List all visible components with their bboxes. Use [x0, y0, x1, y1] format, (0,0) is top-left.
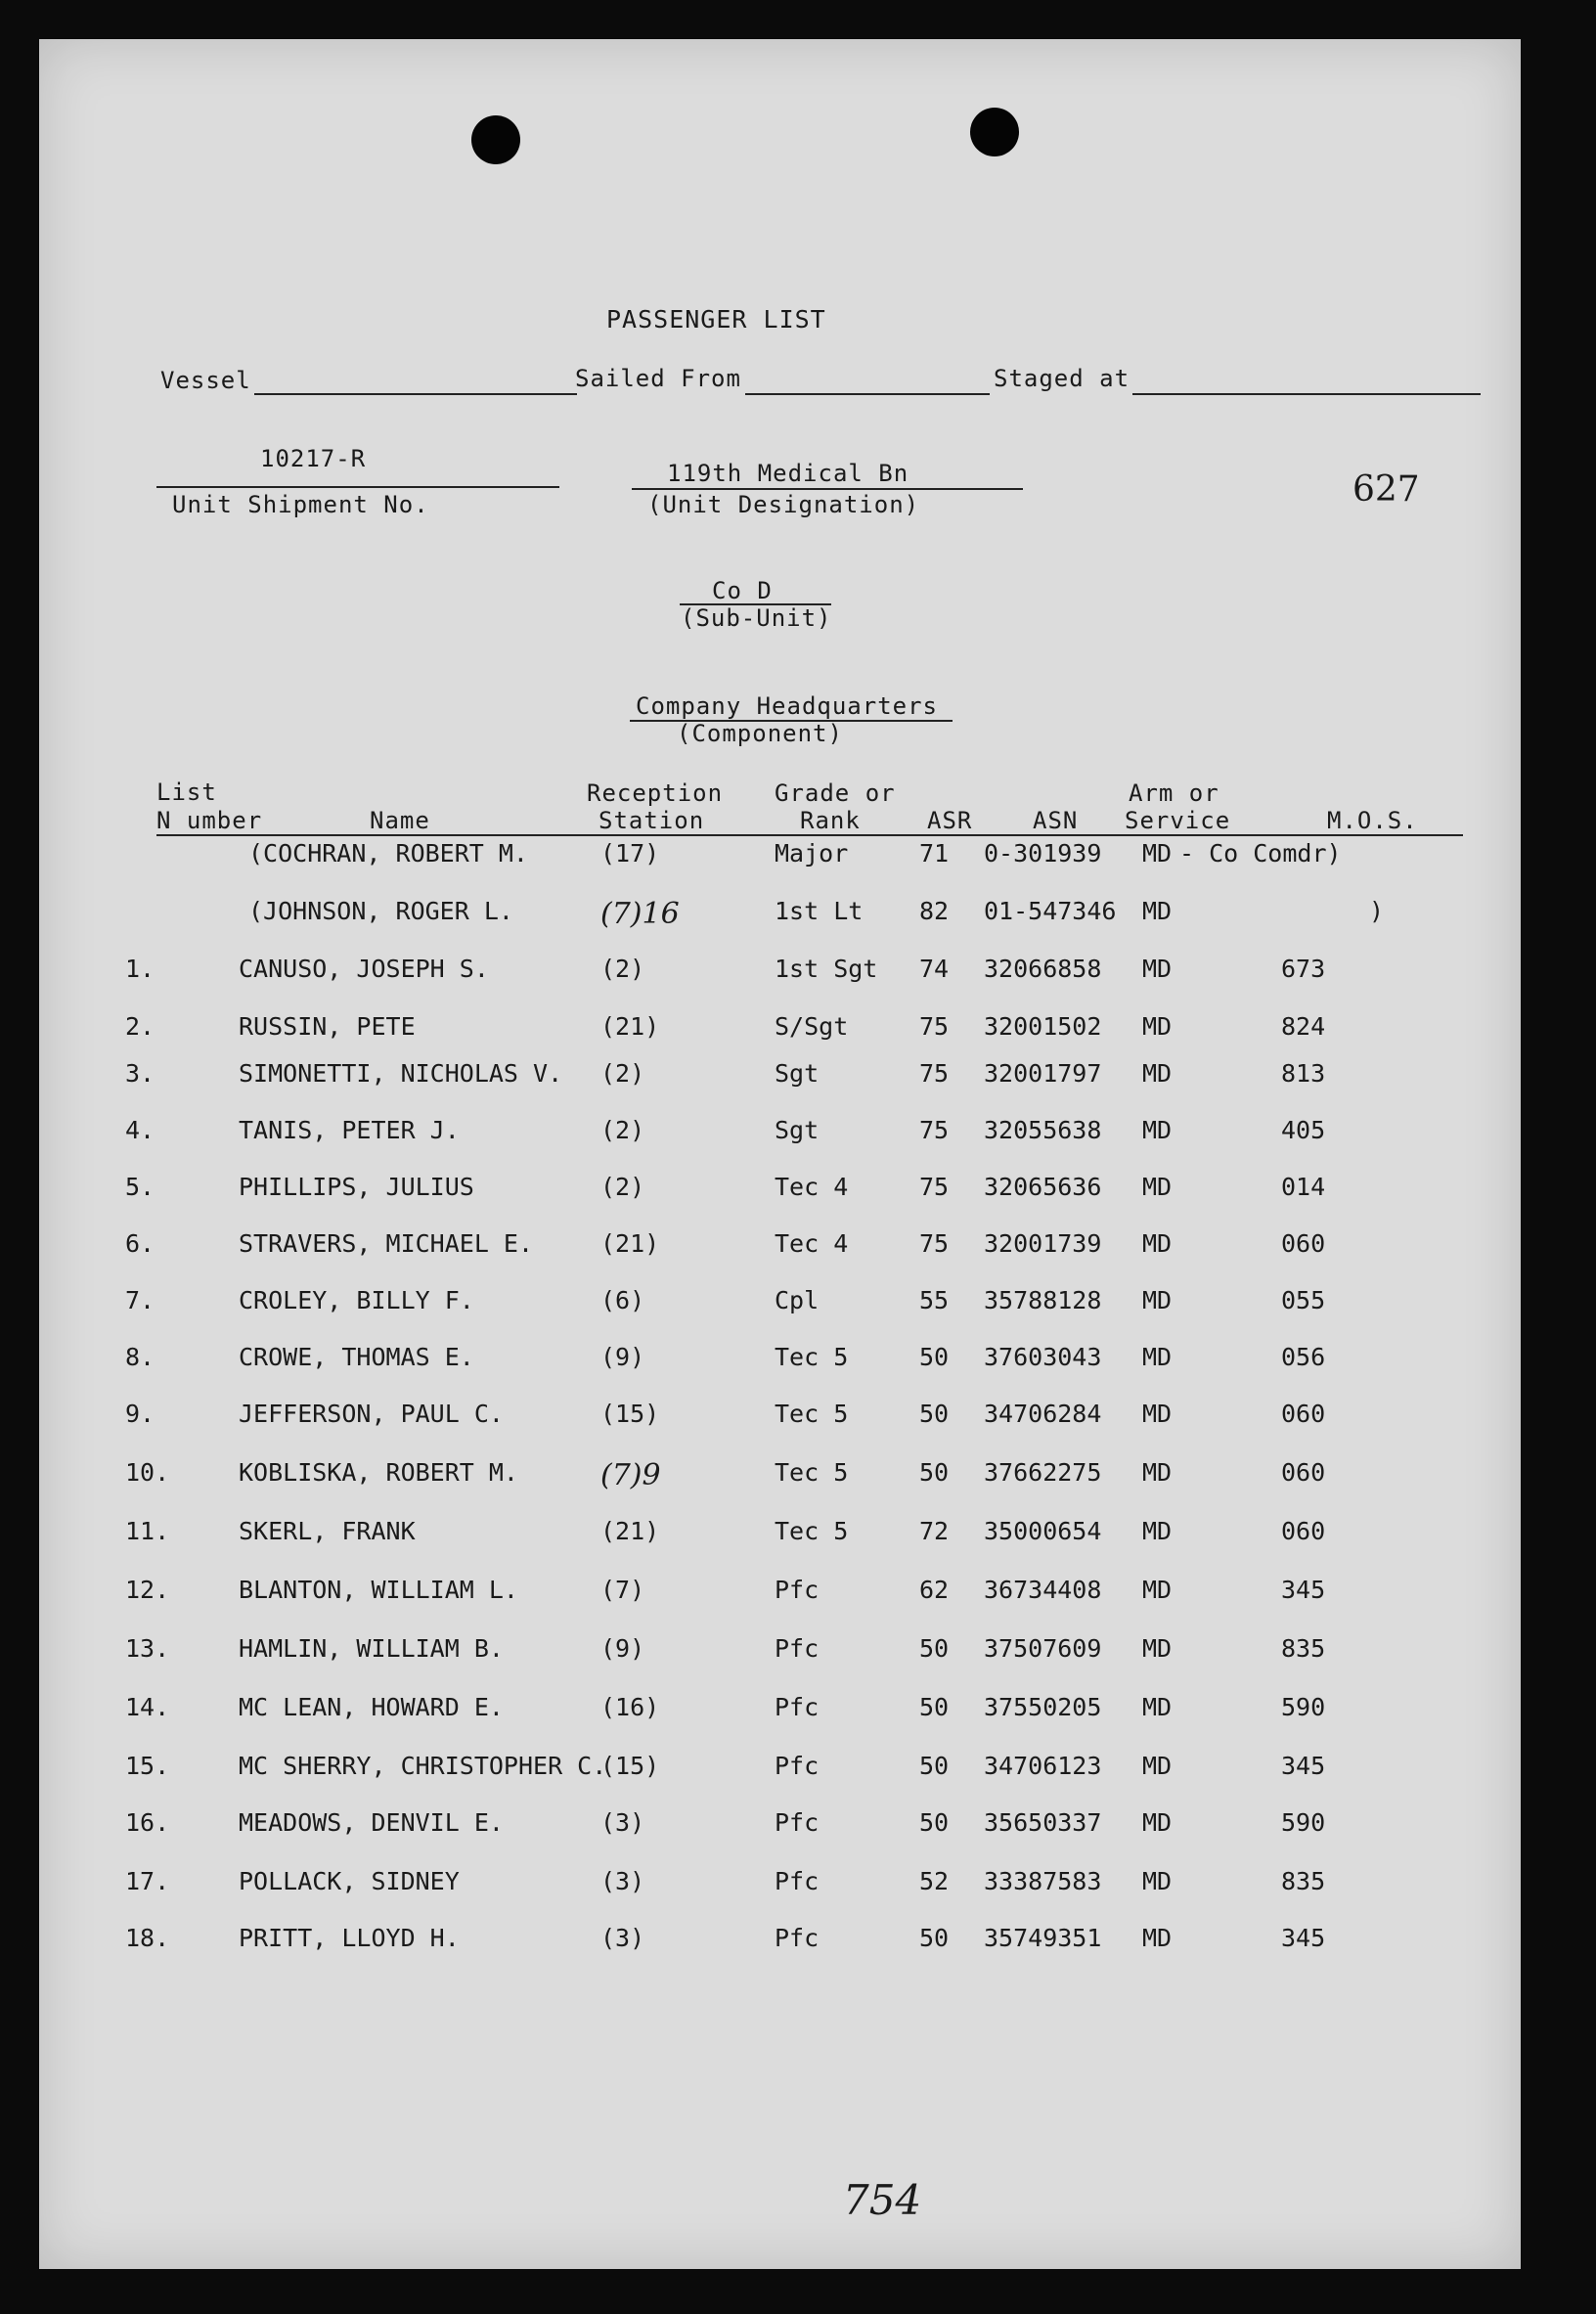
passenger-name: JEFFERSON, PAUL C. [239, 1400, 504, 1428]
serial-number: 33387583 [984, 1867, 1102, 1895]
mos-code: 590 [1281, 1808, 1326, 1837]
asr-score: 50 [919, 1400, 950, 1428]
grade-rank: Pfc [775, 1808, 820, 1837]
passenger-name: BLANTON, WILLIAM L. [239, 1576, 518, 1604]
arm-service: MD [1142, 1924, 1173, 1952]
reception-station: (7)9 [600, 1458, 661, 1492]
staged-at-blank-line [1132, 393, 1481, 395]
grade-rank: S/Sgt [775, 1012, 849, 1041]
passenger-name: CANUSO, JOSEPH S. [239, 955, 489, 983]
reception-station: (21) [600, 1517, 660, 1545]
asr-score: 50 [919, 1458, 950, 1487]
mos-code: 835 [1281, 1634, 1326, 1663]
reception-station: (2) [600, 1116, 645, 1144]
grade-rank: Pfc [775, 1752, 820, 1780]
grade-rank: Pfc [775, 1634, 820, 1663]
col-asn: ASN [1033, 807, 1079, 834]
mos-code: 060 [1281, 1517, 1326, 1545]
asr-score: 72 [919, 1517, 950, 1545]
sailed-from-label: Sailed From [575, 365, 741, 392]
serial-number: 32001502 [984, 1012, 1102, 1041]
mos-code: 824 [1281, 1012, 1326, 1041]
passenger-name: SKERL, FRANK [239, 1517, 416, 1545]
grade-rank: Sgt [775, 1059, 820, 1088]
reception-station: (3) [600, 1924, 645, 1952]
unit-designation: 119th Medical Bn [667, 460, 909, 487]
asr-score: 50 [919, 1808, 950, 1837]
arm-service: MD [1142, 1576, 1173, 1604]
reception-station: (3) [600, 1808, 645, 1837]
asr-score: 82 [919, 897, 950, 925]
reception-station: (6) [600, 1286, 645, 1314]
unit-shipment-number: 10217-R [260, 445, 367, 472]
arm-service: MD [1142, 1517, 1173, 1545]
asr-score: 71 [919, 839, 950, 868]
serial-number: 35650337 [984, 1808, 1102, 1837]
vessel-blank-line [254, 393, 577, 395]
list-number: 1. [125, 955, 155, 983]
asr-score: 75 [919, 1116, 950, 1144]
arm-service: MD [1142, 1012, 1173, 1041]
component-label: (Component) [677, 720, 843, 747]
grade-rank: Pfc [775, 1867, 820, 1895]
grade-rank: Cpl [775, 1286, 820, 1314]
asr-score: 74 [919, 955, 950, 983]
list-number: 8. [125, 1343, 155, 1371]
vessel-label: Vessel [160, 367, 251, 394]
mos-code: 345 [1281, 1924, 1326, 1952]
grade-rank: Tec 4 [775, 1173, 849, 1201]
list-number: 14. [125, 1693, 170, 1721]
mos-code: 060 [1281, 1400, 1326, 1428]
col-arm-line2: Service [1125, 807, 1231, 834]
asr-score: 50 [919, 1693, 950, 1721]
grade-rank: Tec 4 [775, 1229, 849, 1258]
asr-score: 75 [919, 1012, 950, 1041]
col-arm-line1: Arm or [1129, 779, 1219, 807]
passenger-name: MC LEAN, HOWARD E. [239, 1693, 504, 1721]
reception-station: (21) [600, 1229, 660, 1258]
arm-service: MD [1142, 1808, 1173, 1837]
mos-code: 055 [1281, 1286, 1326, 1314]
col-grade-line2: Rank [800, 807, 861, 834]
arm-service: MD [1142, 1867, 1173, 1895]
col-list-line1: List [156, 779, 217, 806]
arm-service: MD [1142, 1059, 1173, 1088]
serial-number: 34706284 [984, 1400, 1102, 1428]
passenger-name: (COCHRAN, ROBERT M. [248, 839, 528, 868]
arm-service: MD [1142, 1116, 1173, 1144]
arm-service: MD [1142, 839, 1173, 868]
grade-rank: Major [775, 839, 849, 868]
list-number: 7. [125, 1286, 155, 1314]
grade-rank: Sgt [775, 1116, 820, 1144]
mos-code: 060 [1281, 1229, 1326, 1258]
arm-service: MD [1142, 1400, 1173, 1428]
unit-shipment-label: Unit Shipment No. [172, 491, 429, 518]
grade-rank: 1st Lt [775, 897, 864, 925]
arm-service: MD [1142, 1343, 1173, 1371]
punch-hole-right [970, 108, 1019, 156]
list-number: 17. [125, 1867, 170, 1895]
reception-station: (2) [600, 1173, 645, 1201]
arm-service: MD [1142, 1173, 1173, 1201]
list-number: 18. [125, 1924, 170, 1952]
grade-rank: Tec 5 [775, 1400, 849, 1428]
unit-designation-line [632, 488, 1023, 490]
passenger-name: MEADOWS, DENVIL E. [239, 1808, 504, 1837]
passenger-name: HAMLIN, WILLIAM B. [239, 1634, 504, 1663]
col-mos: M.O.S. [1327, 807, 1418, 834]
col-list-line2: N umber [156, 807, 263, 834]
arm-service: MD [1142, 955, 1173, 983]
grade-rank: Pfc [775, 1924, 820, 1952]
reception-station: (15) [600, 1752, 660, 1780]
reception-station: (3) [600, 1867, 645, 1895]
serial-number: 37662275 [984, 1458, 1102, 1487]
reception-station: (17) [600, 839, 660, 868]
passenger-name: POLLACK, SIDNEY [239, 1867, 460, 1895]
asr-score: 75 [919, 1229, 950, 1258]
serial-number: 35749351 [984, 1924, 1102, 1952]
mos-code: - Co Comdr) [1179, 839, 1342, 868]
list-number: 3. [125, 1059, 155, 1088]
col-name: Name [370, 807, 430, 834]
mos-code: 056 [1281, 1343, 1326, 1371]
serial-number: 32065636 [984, 1173, 1102, 1201]
serial-number: 35000654 [984, 1517, 1102, 1545]
serial-number: 34706123 [984, 1752, 1102, 1780]
arm-service: MD [1142, 1752, 1173, 1780]
asr-score: 75 [919, 1173, 950, 1201]
sub-unit: Co D [712, 577, 773, 604]
mos-code: 835 [1281, 1867, 1326, 1895]
serial-number: 32066858 [984, 955, 1102, 983]
grade-rank: 1st Sgt [775, 955, 878, 983]
reception-station: (21) [600, 1012, 660, 1041]
unit-shipment-line [156, 486, 559, 488]
serial-number: 32001739 [984, 1229, 1102, 1258]
list-number: 16. [125, 1808, 170, 1837]
component: Company Headquarters [636, 692, 938, 720]
asr-score: 52 [919, 1867, 950, 1895]
serial-number: 35788128 [984, 1286, 1102, 1314]
passenger-name: TANIS, PETER J. [239, 1116, 460, 1144]
mos-code: 405 [1281, 1116, 1326, 1144]
unit-designation-label: (Unit Designation) [647, 491, 920, 518]
list-number: 10. [125, 1458, 170, 1487]
grade-rank: Tec 5 [775, 1458, 849, 1487]
grade-rank: Tec 5 [775, 1517, 849, 1545]
asr-score: 50 [919, 1343, 950, 1371]
serial-number: 32055638 [984, 1116, 1102, 1144]
list-number: 12. [125, 1576, 170, 1604]
list-number: 15. [125, 1752, 170, 1780]
arm-service: MD [1142, 1286, 1173, 1314]
document-page [39, 39, 1521, 2269]
mos-code: 014 [1281, 1173, 1326, 1201]
asr-score: 62 [919, 1576, 950, 1604]
reception-station: (7) [600, 1576, 645, 1604]
serial-number: 37550205 [984, 1693, 1102, 1721]
arm-service: MD [1142, 1634, 1173, 1663]
document-title: PASSENGER LIST [606, 305, 826, 334]
reception-station: (15) [600, 1400, 660, 1428]
grade-rank: Pfc [775, 1576, 820, 1604]
sailed-from-blank-line [745, 393, 990, 395]
asr-score: 50 [919, 1924, 950, 1952]
reception-station: (9) [600, 1343, 645, 1371]
asr-score: 50 [919, 1752, 950, 1780]
mos-code: 673 [1281, 955, 1326, 983]
list-number: 5. [125, 1173, 155, 1201]
passenger-name: PRITT, LLOYD H. [239, 1924, 460, 1952]
serial-number: 0-301939 [984, 839, 1102, 868]
handwritten-page-number: 754 [843, 2176, 922, 2224]
asr-score: 55 [919, 1286, 950, 1314]
serial-number: 01-547346 [984, 897, 1117, 925]
reception-station: (2) [600, 1059, 645, 1088]
passenger-name: KOBLISKA, ROBERT M. [239, 1458, 518, 1487]
arm-service: MD [1142, 1458, 1173, 1487]
mos-code: 813 [1281, 1059, 1326, 1088]
passenger-name: SIMONETTI, NICHOLAS V. [239, 1059, 563, 1088]
sub-unit-label: (Sub-Unit) [681, 604, 832, 632]
reception-station: (2) [600, 955, 645, 983]
list-number: 6. [125, 1229, 155, 1258]
list-number: 4. [125, 1116, 155, 1144]
grade-rank: Pfc [775, 1693, 820, 1721]
grade-rank: Tec 5 [775, 1343, 849, 1371]
col-asr: ASR [927, 807, 973, 834]
list-number: 2. [125, 1012, 155, 1041]
serial-number: 37603043 [984, 1343, 1102, 1371]
passenger-name: (JOHNSON, ROGER L. [248, 897, 513, 925]
mos-code: ) [1369, 897, 1385, 925]
page-number: 627 [1352, 469, 1420, 510]
list-number: 11. [125, 1517, 170, 1545]
asr-score: 50 [919, 1634, 950, 1663]
passenger-name: PHILLIPS, JULIUS [239, 1173, 474, 1201]
col-grade-line1: Grade or [775, 779, 896, 807]
passenger-name: MC SHERRY, CHRISTOPHER C. [239, 1752, 607, 1780]
mos-code: 590 [1281, 1693, 1326, 1721]
passenger-name: RUSSIN, PETE [239, 1012, 416, 1041]
reception-station: (16) [600, 1693, 660, 1721]
asr-score: 75 [919, 1059, 950, 1088]
reception-station: (9) [600, 1634, 645, 1663]
list-number: 9. [125, 1400, 155, 1428]
staged-at-label: Staged at [994, 365, 1130, 392]
col-reception-line1: Reception [587, 779, 724, 807]
serial-number: 32001797 [984, 1059, 1102, 1088]
list-number: 13. [125, 1634, 170, 1663]
arm-service: MD [1142, 897, 1173, 925]
mos-code: 060 [1281, 1458, 1326, 1487]
punch-hole-left [471, 115, 520, 164]
serial-number: 36734408 [984, 1576, 1102, 1604]
mos-code: 345 [1281, 1576, 1326, 1604]
passenger-name: CROWE, THOMAS E. [239, 1343, 474, 1371]
header-underline [156, 834, 1463, 836]
mos-code: 345 [1281, 1752, 1326, 1780]
serial-number: 37507609 [984, 1634, 1102, 1663]
passenger-name: STRAVERS, MICHAEL E. [239, 1229, 534, 1258]
arm-service: MD [1142, 1693, 1173, 1721]
passenger-name: CROLEY, BILLY F. [239, 1286, 474, 1314]
reception-station: (7)16 [600, 897, 680, 931]
arm-service: MD [1142, 1229, 1173, 1258]
col-reception-line2: Station [598, 807, 705, 834]
